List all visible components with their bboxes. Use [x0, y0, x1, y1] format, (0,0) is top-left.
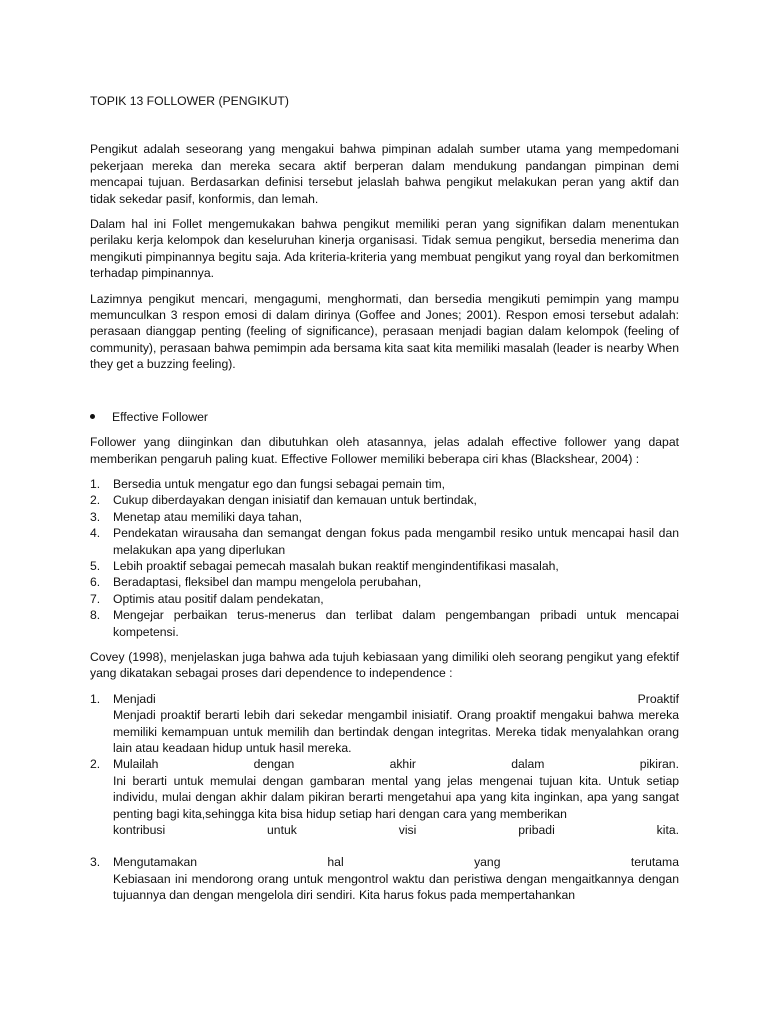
- list-item-number: 5.: [90, 558, 101, 573]
- habit-title-word: dalam: [511, 757, 545, 772]
- habit-title-word: hal: [327, 855, 344, 870]
- habit-title-word: Menjadi: [113, 691, 156, 706]
- list-item-number: 4.: [90, 526, 101, 541]
- habit-title-word: pikiran.: [639, 757, 679, 772]
- habit-title-word: Mulailah: [113, 757, 159, 772]
- document-title: TOPIK 13 FOLLOWER (PENGIKUT): [90, 94, 289, 108]
- habit-list: [90, 691, 679, 904]
- habit-number: 3.: [90, 855, 101, 870]
- habit-title: [113, 854, 679, 870]
- habit-tail-word: visi: [398, 823, 417, 838]
- list-item: [90, 476, 679, 492]
- list-item-number: 7.: [90, 591, 101, 606]
- paragraph-definition: Pengikut adalah seseorang yang mengakui bahwa pimpinan adalah sumber utama yang mempedomani pekerjaan mereka dan mereka secara aktif berperan dalam mendukung pandangan pimpinan demi mencapai tujuan. Berdasarkan definisi tersebut jelaslah bahwa pengikut melakukan peran yang aktif dan tidak sekedar pasif, konformis, dan lemah.: [90, 142, 679, 206]
- list-item-number: 6.: [90, 575, 101, 590]
- list-item-text: Cukup diberdayakan dengan inisiatif dan kemauan untuk bertindak,: [113, 493, 477, 508]
- habit-description-last-line: [113, 822, 679, 838]
- list-item: [90, 492, 679, 508]
- habit-title-word: terutama: [630, 855, 679, 870]
- paragraph-follet: Dalam hal ini Follet mengemukakan bahwa pengikut memiliki peran yang signifikan dalam menentukan perilaku kerja kelompok dan keseluruhan kinerja organisasi. Tidak semua pengikut, bersedia menerima dan mengikuti pimpinannya begitu saja. Ada kriteria-kriteria yang membuat pengikut yang royal dan berkomitmen terhadap pimpinannya.: [90, 217, 679, 281]
- habit-title-word: dengan: [253, 757, 295, 772]
- habit-description: Kebiasaan ini mendorong orang untuk mengontrol waktu dan peristiwa dengan mengaitkannya dengan tujuannya dan dengan mengelola diri sendiri. Kita harus fokus pada mempertahankan: [113, 871, 679, 903]
- habit-description: Menjadi proaktif berarti lebih dari sekedar mengambil inisiatif. Orang proaktif mengakui bahwa mereka memiliki kemampuan untuk memilih dan bertindak dengan integritas. Mereka tidak menyalahkan orang lain atau keadaan hidup untuk hasil mereka.: [113, 708, 679, 755]
- list-item-text: Lebih proaktif sebagai pemecah masalah bukan reaktif mengindentifikasi masalah,: [113, 558, 559, 573]
- list-item: [90, 525, 679, 558]
- habit-tail-word: pribadi: [518, 823, 555, 838]
- list-item-number: 2.: [90, 493, 101, 508]
- paragraph-emotional-response: Lazimnya pengikut mencari, mengagumi, menghormati, dan bersedia mengikuti pemimpin yang mampu memunculkan 3 respon emosi di dalam dirinya (Goffee and Jones; 2001). Respon emosi tersebut adalah: perasaan dianggap penting (feeling of significance), perasaan menjadi bagian dalam kelompok (feeling of community), perasaan bahwa pemimpin ada bersama kita saat kita memiliki masalah (leader is nearby When they get a buzzing feeling).: [90, 291, 679, 372]
- habit-title-word: Mengutamakan: [113, 855, 198, 870]
- habit-tail-word: kita.: [656, 823, 679, 838]
- habit-item: [90, 691, 679, 757]
- habit-item: [90, 854, 679, 903]
- effective-follower-intro: Follower yang diinginkan dan dibutuhkan oleh atasannya, jelas adalah effective follower yang dapat memberikan pengaruh paling kuat. Effective Follower memiliki beberapa ciri khas (Blackshear, 2004) :: [90, 435, 679, 466]
- effective-follower-heading-text: Effective Follower: [112, 409, 208, 424]
- effective-follower-heading: [90, 409, 679, 425]
- list-item: [90, 509, 679, 525]
- habit-tail-word: kontribusi: [113, 823, 166, 838]
- effective-follower-list: [90, 476, 679, 640]
- list-item-text: Bersedia untuk mengatur ego dan fungsi sebagai pemain tim,: [113, 476, 445, 491]
- list-item-text: Mengejar perbaikan terus-menerus dan terlibat dalam pengembangan pribadi untuk mencapai kompetensi.: [113, 608, 679, 639]
- list-item-text: Beradaptasi, fleksibel dan mampu mengelola perubahan,: [113, 575, 422, 590]
- habit-title: [113, 756, 679, 772]
- list-item: [90, 574, 679, 590]
- list-item: [90, 607, 679, 640]
- list-item-number: 1.: [90, 476, 101, 491]
- habit-number: 1.: [90, 691, 101, 706]
- list-item: [90, 558, 679, 574]
- habit-title: [113, 691, 679, 707]
- bullet-icon: [90, 414, 95, 419]
- list-item: [90, 591, 679, 607]
- habit-title-word: akhir: [389, 757, 416, 772]
- list-item-text: Menetap atau memiliki daya tahan,: [113, 509, 303, 524]
- list-item-number: 3.: [90, 509, 101, 524]
- list-item-text: Pendekatan wirausaha dan semangat dengan fokus pada mengambil resiko untuk mencapai hasil dan melakukan apa yang diperlukan: [113, 526, 679, 557]
- habit-title-word: yang: [474, 855, 501, 870]
- habit-description: Ini berarti untuk memulai dengan gambaran mental yang jelas mengenai tujuan kita. Untuk setiap individu, mulai dengan akhir dalam pikiran berarti mengetahui apa yang kita inginkan, apa yang sangat penting bagi kita,sehingga kita bisa hidup setiap hari dengan cara yang memberikan: [113, 773, 679, 821]
- list-item-number: 8.: [90, 608, 101, 623]
- habit-number: 2.: [90, 757, 101, 772]
- covey-intro: Covey (1998), menjelaskan juga bahwa ada tujuh kebiasaan yang dimiliki oleh seorang pengikut yang efektif yang dikatakan sebagai proses dari dependence to independence :: [90, 649, 679, 681]
- habit-tail-word: untuk: [267, 823, 297, 838]
- habit-title-word: Proaktif: [637, 691, 679, 706]
- list-item-text: Optimis atau positif dalam pendekatan,: [113, 591, 324, 606]
- habit-item: [90, 756, 679, 838]
